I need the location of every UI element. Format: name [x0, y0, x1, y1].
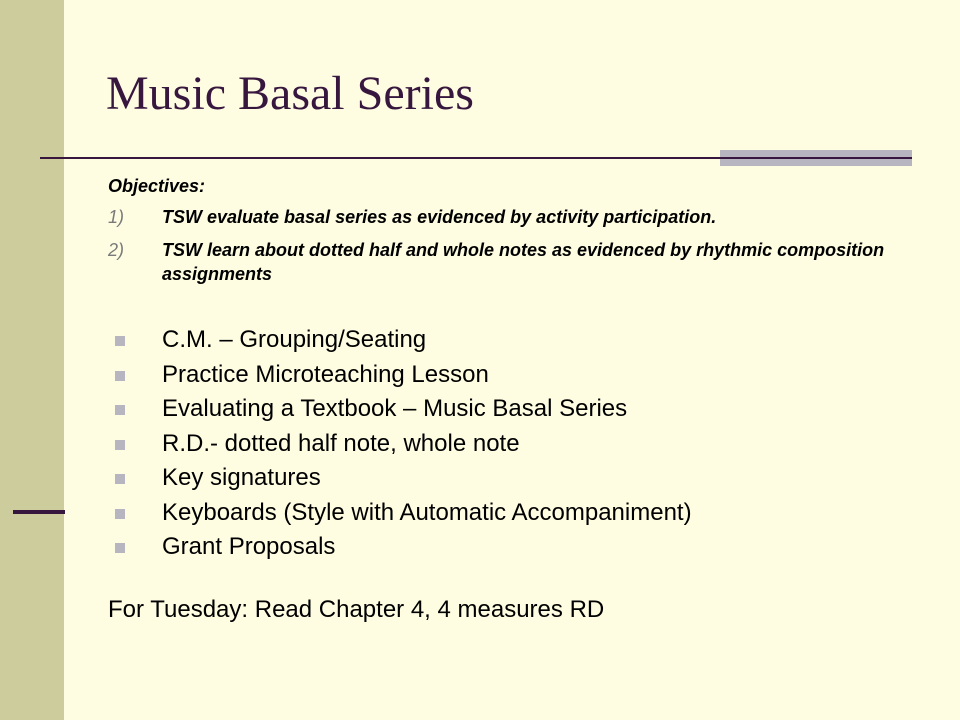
agenda-item-text: C.M. – Grouping/Seating: [162, 326, 427, 353]
square-bullet-icon: [115, 474, 125, 484]
agenda-item-text: Key signatures: [162, 464, 321, 491]
objective-number: 1): [108, 207, 125, 227]
side-accent-line: [13, 510, 65, 514]
objective-item: [108, 238, 908, 286]
square-bullet-icon: [115, 336, 125, 346]
slide-title: Music Basal Series: [106, 67, 474, 120]
objective-text: TSW learn about dotted half and whole notes as evidenced by rhythmic composition assignments: [162, 240, 885, 284]
side-decor-bar: [0, 0, 64, 720]
square-bullet-icon: [115, 509, 125, 519]
agenda-item-text: Grant Proposals: [162, 533, 336, 560]
square-bullet-icon: [115, 440, 125, 450]
agenda-item-text: Keyboards (Style with Automatic Accompaniment): [162, 498, 692, 526]
title-divider-accent: [720, 150, 912, 166]
square-bullet-icon: [115, 405, 125, 415]
objective-number: 2): [108, 240, 125, 260]
square-bullet-icon: [115, 543, 125, 553]
agenda-item-text: Practice Microteaching Lesson: [162, 360, 489, 388]
objectives-heading: Objectives:: [108, 176, 206, 196]
agenda-item-text: R.D.- dotted half note, whole note: [162, 429, 520, 457]
square-bullet-icon: [115, 371, 125, 381]
agenda-item-text: Evaluating a Textbook – Music Basal Series: [162, 395, 628, 422]
objective-item: [108, 205, 908, 229]
homework-note: For Tuesday: Read Chapter 4, 4 measures RD: [108, 596, 605, 623]
objective-text: TSW evaluate basal series as evidenced by activity participation.: [162, 207, 717, 227]
